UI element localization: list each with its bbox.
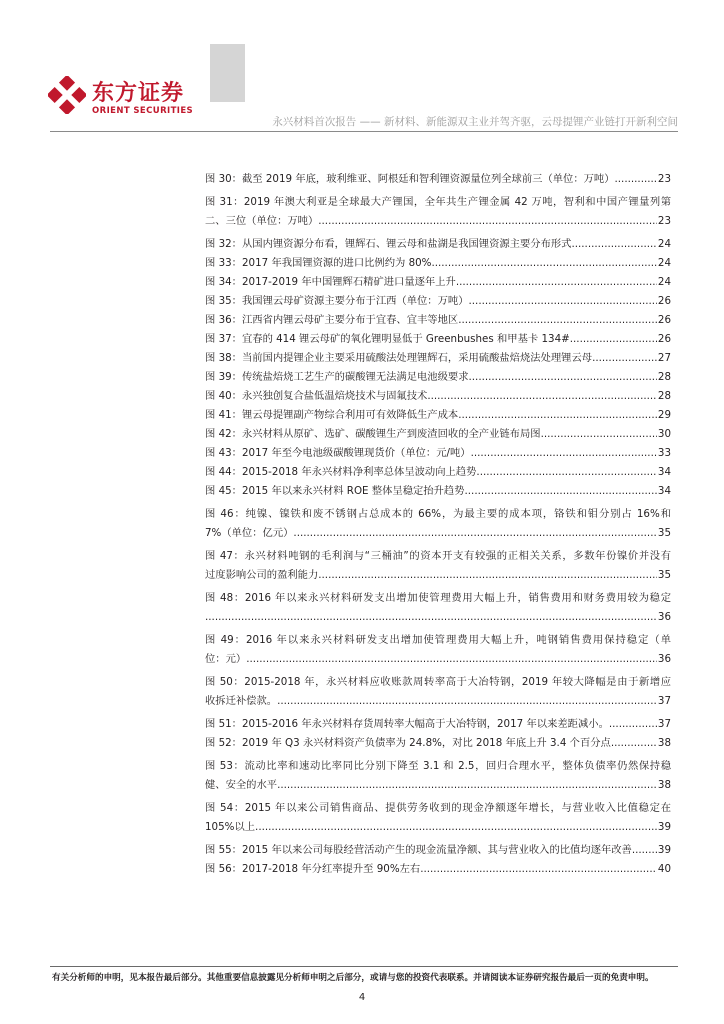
toc-entry[interactable] — [205, 673, 671, 711]
toc-page-number: 37 — [657, 718, 671, 730]
toc-entry-row — [205, 463, 671, 482]
toc-entry[interactable] — [205, 799, 671, 837]
toc-entry[interactable] — [205, 387, 671, 406]
toc-entry-text: 图 52：2019 年 Q3 永兴材料资产负债率为 24.8%，对比 2018 年底上升 3.4 个百分点 — [205, 737, 611, 749]
footer-disclaimer: 有关分析师的申明，见本报告最后部分。其他重要信息披露见分析师申明之后部分，或请与您的投资代表联系。并请阅读本证券研究报告最后一页的免责申明。 — [52, 973, 654, 983]
toc-entry[interactable] — [205, 235, 671, 254]
toc-leader-dots — [427, 387, 657, 406]
toc-entry-text: 图 34：2017-2019 年中国锂辉石精矿进口量逐年上升 — [205, 276, 456, 288]
toc-entry-row — [205, 776, 671, 795]
toc-entry[interactable] — [205, 254, 671, 273]
toc-page-number: 28 — [657, 390, 671, 402]
toc-entry-row — [205, 212, 671, 231]
toc-entry-row — [205, 170, 671, 189]
figure-list — [205, 170, 671, 879]
toc-leader-dots — [570, 330, 657, 349]
toc-leader-dots — [431, 254, 656, 273]
toc-entry[interactable] — [205, 311, 671, 330]
toc-leader-dots — [571, 235, 656, 254]
toc-entry-row — [205, 254, 671, 273]
toc-page-number: 38 — [657, 737, 671, 749]
toc-entry[interactable] — [205, 715, 671, 734]
toc-entry-row — [205, 566, 671, 585]
toc-entry[interactable] — [205, 841, 671, 860]
toc-entry-text: 图 39：传统盐焙烧工艺生产的碳酸锂无法满足电池级要求 — [205, 371, 469, 383]
toc-entry-text-line1: 图 31：2019 年澳大利亚是全球最大产锂国，全年共生产锂金属 42 万吨，智利和中国产锂量列第 — [205, 196, 671, 208]
toc-entry-text: 过度影响公司的盈利能力 — [205, 569, 319, 581]
toc-entry[interactable] — [205, 757, 671, 795]
toc-entry-text: 位：元） — [205, 653, 247, 665]
toc-entry-text: 图 38：当前国内提锂企业主要采用硫酸法处理锂辉石，采用硫酸盐焙烧法处理锂云母 — [205, 352, 593, 364]
toc-leader-dots — [456, 273, 657, 292]
toc-page-number: 23 — [657, 173, 671, 185]
toc-entry-text-line1: 图 54：2015 年以来公司销售商品、提供劳务收到的现金净额逐年增长，与营业收入比值稳定在 — [205, 802, 671, 814]
toc-entry-text: 图 40：永兴独创复合盐低温焙烧技术与固氟技术 — [205, 390, 428, 402]
toc-leader-dots — [255, 818, 657, 837]
toc-entry[interactable] — [205, 193, 671, 231]
toc-entry[interactable] — [205, 860, 671, 879]
toc-leader-dots — [318, 566, 657, 585]
toc-entry-text-line1: 图 50：2015-2018 年，永兴材料应收账款周转率高于大冶特钢，2019 年较大降幅是由于新增应 — [205, 676, 671, 688]
toc-page-number: 30 — [657, 428, 671, 440]
toc-entry[interactable] — [205, 631, 671, 669]
toc-entry-text: 图 42：永兴材料从原矿、选矿、碳酸锂生产到废渣回收的全产业链布局图 — [205, 428, 541, 440]
toc-entry[interactable] — [205, 349, 671, 368]
toc-leader-dots — [246, 650, 657, 669]
toc-leader-dots — [476, 463, 656, 482]
toc-entry-text-line1: 图 48：2016 年以来永兴材料研发支出增加使管理费用大幅上升，销售费用和财务费用较为稳定 — [205, 592, 671, 604]
toc-entry-row — [205, 273, 671, 292]
toc-entry-text: 图 45：2015 年以来永兴材料 ROE 整体呈稳定抬升趋势 — [205, 485, 465, 497]
toc-entry-row — [205, 235, 671, 254]
header-grey-block — [210, 44, 245, 102]
toc-entry-text: 图 37：宜春的 414 锂云母矿的氧化锂明显低于 Greenbushes 和甲基卡 134# — [205, 333, 570, 345]
toc-entry-row — [205, 311, 671, 330]
toc-entry-text-line1: 图 46：纯镍、镍铁和废不锈钢占总成本的 66%，为最主要的成本项，铬铁和钼分别占 16%和 — [205, 508, 671, 520]
toc-entry[interactable] — [205, 547, 671, 585]
report-title: 永兴材料首次报告 —— 新材料、新能源双主业并驾齐驱，云母提锂产业链打开新利空间 — [272, 116, 678, 128]
orient-logo-icon — [48, 76, 86, 114]
toc-leader-dots — [293, 524, 656, 543]
toc-entry-row — [205, 524, 671, 543]
toc-entry-row — [205, 292, 671, 311]
toc-leader-dots — [615, 170, 657, 189]
toc-entry[interactable] — [205, 273, 671, 292]
toc-page-number: 39 — [657, 821, 671, 833]
toc-entry[interactable] — [205, 292, 671, 311]
toc-entry-row — [205, 650, 671, 669]
toc-entry-row — [205, 444, 671, 463]
header-divider — [50, 131, 678, 132]
toc-entry[interactable] — [205, 482, 671, 501]
toc-entry-text: 图 56：2017-2018 年分红率提升至 90%左右 — [205, 863, 421, 875]
toc-leader-dots — [277, 692, 657, 711]
toc-entry-text: 健、安全的水平 — [205, 779, 278, 791]
toc-leader-dots — [458, 406, 657, 425]
toc-page-number: 34 — [657, 485, 671, 497]
toc-leader-dots — [277, 776, 657, 795]
toc-entry-row — [205, 692, 671, 711]
toc-page-number: 26 — [657, 295, 671, 307]
toc-entry-text: 图 43：2017 年至今电池级碳酸锂现货价（单位：元/吨） — [205, 447, 471, 459]
toc-leader-dots — [458, 311, 657, 330]
toc-page-number: 35 — [657, 569, 671, 581]
toc-page-number: 33 — [657, 447, 671, 459]
toc-entry-text: 105%以上 — [205, 821, 256, 833]
toc-entry[interactable] — [205, 463, 671, 482]
toc-entry-text: 图 36：江西省内锂云母矿主要分布于宜春、宜丰等地区 — [205, 314, 459, 326]
toc-leader-dots — [592, 349, 657, 368]
toc-entry-text: 图 55：2015 年以来公司每股经营活动产生的现金流量净额、其与营业收入的比值均逐年改善 — [205, 844, 632, 856]
toc-entry-text-line1: 图 49：2016 年以来永兴材料研发支出增加使管理费用大幅上升，吨钢销售费用保持稳定（单 — [205, 634, 671, 646]
toc-entry-text: 图 30：截至 2019 年底，玻利维亚、阿根廷和智利锂资源量位列全球前三（单位：万吨） — [205, 173, 615, 185]
toc-entry[interactable] — [205, 425, 671, 444]
toc-entry-text: 图 41：锂云母提锂副产物综合利用可有效降低生产成本 — [205, 409, 459, 421]
toc-entry[interactable] — [205, 734, 671, 753]
toc-entry-row — [205, 608, 671, 627]
toc-entry-row — [205, 482, 671, 501]
toc-page-number: 38 — [657, 779, 671, 791]
toc-entry-row — [205, 387, 671, 406]
toc-entry-text: 二、三位（单位：万吨） — [205, 215, 319, 227]
toc-leader-dots — [465, 482, 657, 501]
company-logo — [48, 74, 208, 124]
toc-leader-dots — [632, 841, 657, 860]
toc-page-number: 36 — [657, 611, 671, 623]
toc-page-number: 28 — [657, 371, 671, 383]
toc-page-number: 36 — [657, 653, 671, 665]
toc-entry-row — [205, 425, 671, 444]
toc-leader-dots — [611, 734, 657, 753]
toc-entry-row — [205, 860, 671, 879]
toc-page-number: 26 — [657, 314, 671, 326]
toc-entry-text-line1: 图 53：流动比率和速动比率同比分别下降至 3.1 和 2.5，回归合理水平，整体负债率仍然保持稳 — [205, 760, 671, 772]
toc-entry-text: 图 51：2015-2016 年永兴材料存货周转率大幅高于大冶特钢，2017 年以来差距减小。 — [205, 718, 609, 730]
toc-entry-row — [205, 330, 671, 349]
toc-entry-text: 图 35：我国锂云母矿资源主要分布于江西（单位：万吨） — [205, 295, 469, 307]
toc-page-number: 26 — [657, 333, 671, 345]
toc-entry-row — [205, 368, 671, 387]
toc-entry-row — [205, 841, 671, 860]
toc-entry[interactable] — [205, 406, 671, 425]
toc-page-number: 24 — [657, 257, 671, 269]
toc-page-number: 39 — [657, 844, 671, 856]
toc-entry-row — [205, 349, 671, 368]
toc-page-number: 24 — [657, 238, 671, 250]
toc-page-number: 35 — [657, 527, 671, 539]
toc-entry-row — [205, 715, 671, 734]
toc-page-number: 27 — [657, 352, 671, 364]
toc-entry[interactable] — [205, 368, 671, 387]
toc-page-number: 29 — [657, 409, 671, 421]
toc-page-number: 34 — [657, 466, 671, 478]
toc-entry-text: 7%（单位：亿元） — [205, 527, 294, 539]
toc-page-number: 37 — [657, 695, 671, 707]
toc-entry[interactable] — [205, 444, 671, 463]
toc-page-number: 40 — [657, 863, 671, 875]
toc-entry[interactable] — [205, 589, 671, 627]
toc-entry-text: 图 33：2017 年我国锂资源的进口比例约为 80% — [205, 257, 432, 269]
logo-english-name: ORIENT SECURITIES — [92, 106, 194, 116]
toc-leader-dots — [541, 425, 657, 444]
toc-leader-dots — [205, 608, 657, 627]
toc-entry[interactable] — [205, 170, 671, 189]
toc-entry-row — [205, 818, 671, 837]
page-number: 4 — [358, 992, 366, 1003]
toc-entry-text: 图 44：2015-2018 年永兴材料净利率总体呈波动向上趋势 — [205, 466, 477, 478]
toc-leader-dots — [609, 715, 657, 734]
toc-leader-dots — [469, 368, 657, 387]
toc-page-number: 24 — [657, 276, 671, 288]
toc-entry-row — [205, 406, 671, 425]
toc-entry-text-line1: 图 47：永兴材料吨钢的毛利润与“三桶油”的资本开支有较强的正相关关系，多数年份镍价并没有 — [205, 550, 671, 562]
toc-leader-dots — [318, 212, 657, 231]
toc-entry[interactable] — [205, 505, 671, 543]
logo-chinese-name: 东方证券 — [92, 81, 185, 106]
toc-entry-text: 图 32：从国内锂资源分布看，锂辉石、锂云母和盐湖是我国锂资源主要分布形式 — [205, 238, 572, 250]
toc-leader-dots — [420, 860, 657, 879]
toc-entry[interactable] — [205, 330, 671, 349]
toc-page-number: 23 — [657, 215, 671, 227]
footer-divider — [50, 966, 678, 967]
toc-leader-dots — [471, 444, 657, 463]
toc-leader-dots — [469, 292, 657, 311]
toc-entry-text: 收拆迁补偿款。 — [205, 695, 278, 707]
toc-entry-row — [205, 734, 671, 753]
